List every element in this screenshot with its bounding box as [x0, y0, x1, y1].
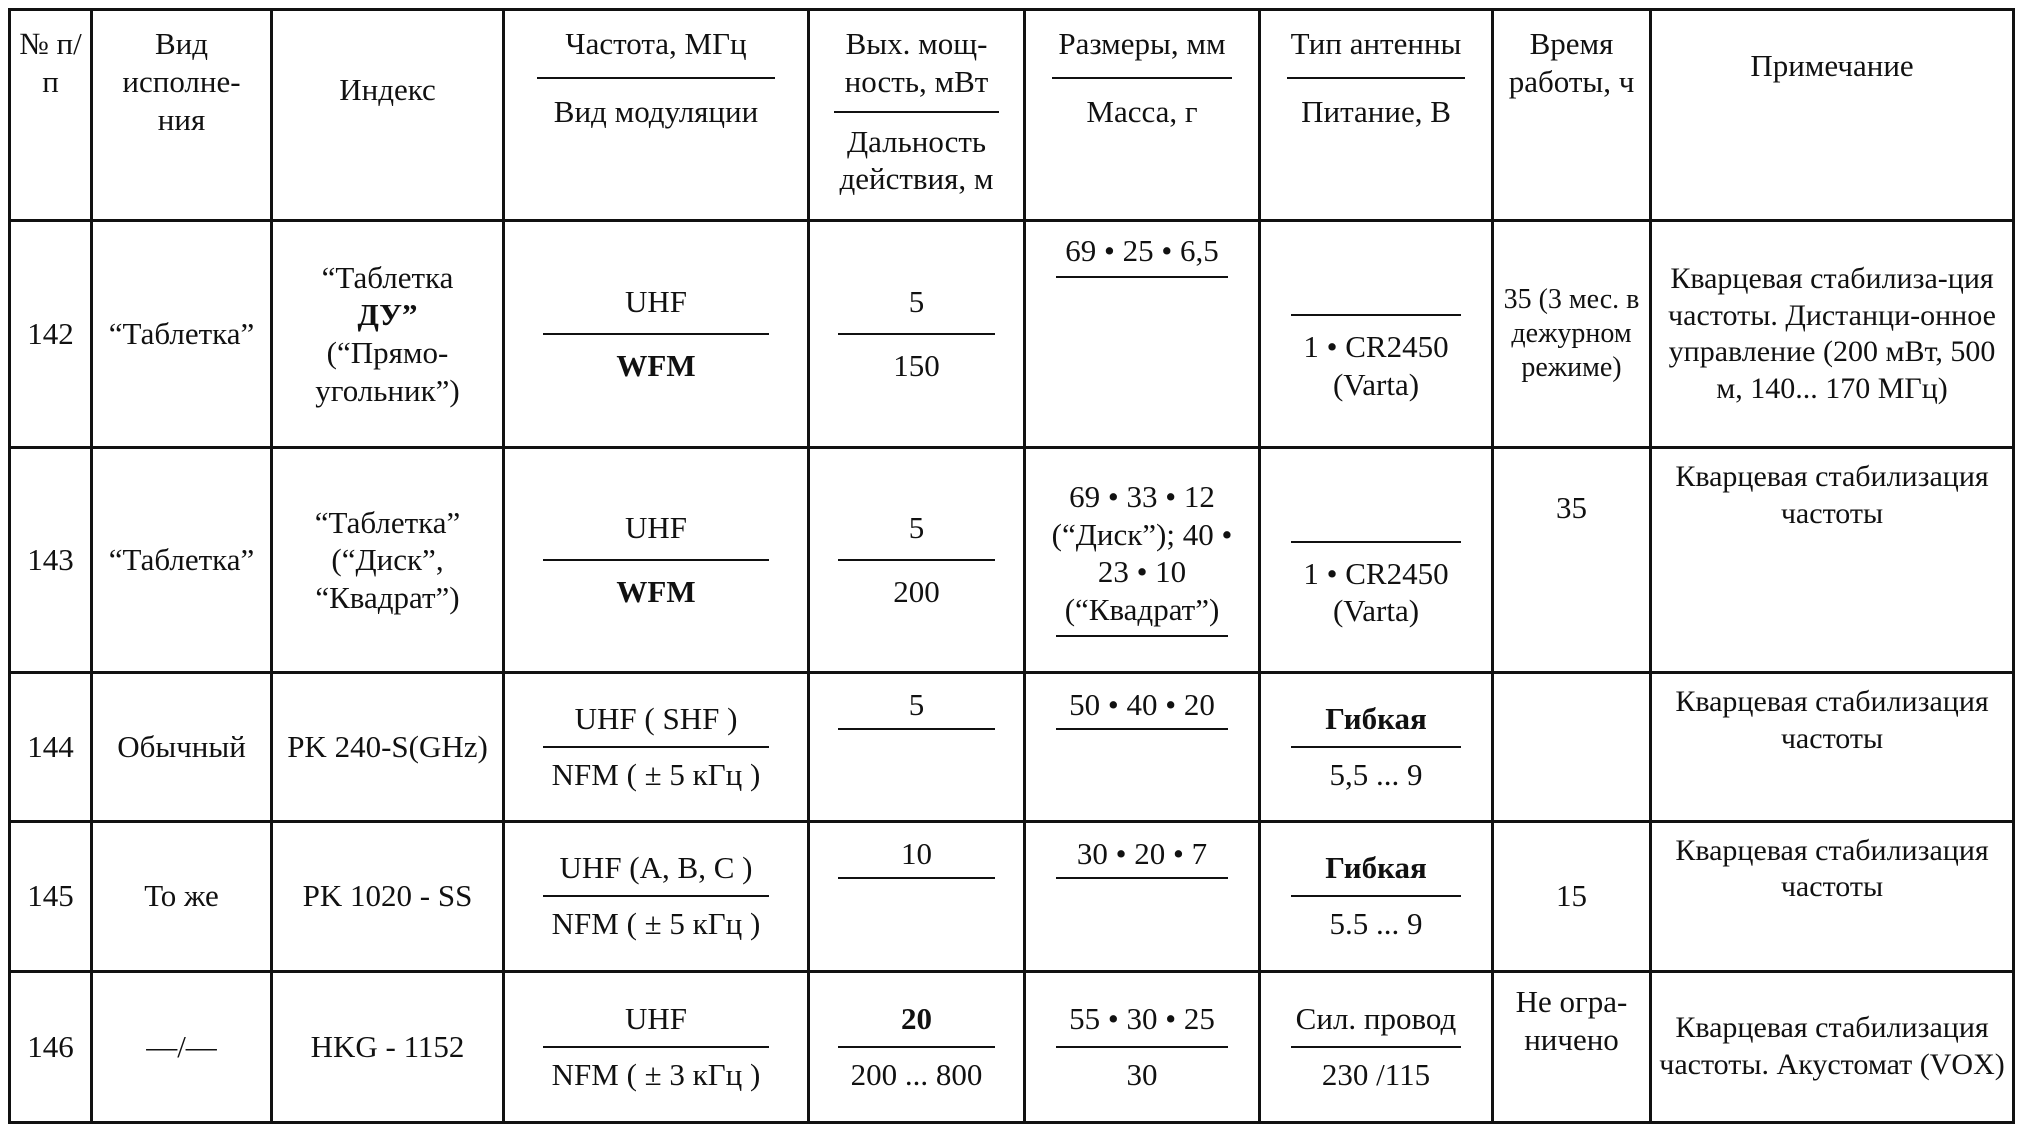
cell-size-divider — [1056, 276, 1228, 278]
cell-power-divider — [838, 559, 995, 561]
header-freq-bottom: Вид модуляции — [553, 94, 759, 129]
header-antenna-divider — [1287, 77, 1466, 79]
cell-antenna — [1260, 821, 1493, 971]
cell-time — [1493, 673, 1651, 821]
header-power-top: Вых. мощ-ность, мВт — [844, 26, 989, 99]
cell-size — [1025, 673, 1260, 821]
cell-freq — [504, 448, 809, 673]
header-index: Индекс — [272, 10, 504, 221]
cell-power-top: 10 — [901, 835, 932, 871]
header-size-divider — [1052, 77, 1232, 79]
cell-size-divider — [1056, 877, 1228, 879]
cell-num: 146 — [10, 971, 92, 1122]
header-kind: Вид исполне-ния — [92, 10, 272, 221]
header-num: № п/п — [10, 10, 92, 221]
cell-antenna-bottom: 1 • CR2450 (Varta) — [1303, 555, 1449, 629]
cell-antenna — [1260, 221, 1493, 448]
cell-freq-bottom: NFM ( ± 5 кГц ) — [551, 757, 761, 793]
cell-freq-top: UHF — [624, 510, 687, 546]
cell-size-divider — [1056, 635, 1228, 637]
table-row — [10, 448, 2014, 673]
cell-antenna-bottom: 230 /115 — [1321, 1056, 1431, 1092]
cell-size — [1025, 821, 1260, 971]
cell-power-top: 5 — [908, 687, 925, 723]
header-freq-divider — [537, 77, 775, 79]
cell-power-top: 5 — [908, 284, 925, 320]
transmitter-spec-table — [8, 8, 2015, 1124]
table-row — [10, 971, 2014, 1122]
cell-size-top: 30 • 20 • 7 — [1076, 835, 1208, 871]
cell-power-divider — [838, 877, 995, 879]
cell-freq-top: UHF — [624, 1000, 687, 1036]
cell-freq-bottom: NFM ( ± 3 кГц ) — [551, 1056, 761, 1092]
cell-num: 145 — [10, 821, 92, 971]
cell-freq — [504, 971, 809, 1122]
header-antenna-bottom: Питание, В — [1301, 94, 1451, 129]
cell-antenna-divider — [1291, 895, 1461, 897]
cell-note: Кварцевая стабилиза-ция частоты. Дистанци-онное управление (200 мВт, 500 м, 140... 170 МГц) — [1651, 221, 2014, 448]
header-note: Примечание — [1651, 10, 2014, 221]
cell-index: PK 1020 - SS — [272, 821, 504, 971]
cell-power — [809, 821, 1025, 971]
cell-kind: —/— — [92, 971, 272, 1122]
cell-power-divider — [838, 333, 995, 335]
cell-power — [809, 971, 1025, 1122]
cell-freq-bottom: NFM ( ± 5 кГц ) — [551, 906, 761, 942]
cell-antenna-bottom: 1 • CR2450 (Varta) — [1303, 329, 1449, 403]
cell-power-divider — [838, 728, 995, 730]
cell-freq-divider — [543, 1046, 769, 1048]
cell-antenna-top: Гибкая — [1325, 701, 1427, 737]
header-antenna-top: Тип антенны — [1290, 26, 1462, 61]
cell-note: Кварцевая стабилизация частоты — [1651, 448, 2014, 673]
cell-size-top: 69 • 33 • 12 (“Диск”); 40 • 23 • 10 (“Квадрат”) — [1051, 478, 1233, 628]
cell-power-top: 5 — [908, 510, 925, 546]
cell-power-divider — [838, 1046, 995, 1048]
cell-power — [809, 448, 1025, 673]
cell-time: 35 (3 мес. в дежурном режиме) — [1493, 221, 1651, 448]
cell-index-line1: “Таблетка” — [314, 504, 461, 540]
cell-index: HKG - 1152 — [272, 971, 504, 1122]
cell-index — [272, 221, 504, 448]
cell-index-line3: “Квадрат”) — [315, 580, 460, 616]
cell-antenna-divider — [1291, 746, 1461, 748]
cell-freq — [504, 821, 809, 971]
cell-freq-bottom: WFM — [616, 574, 696, 610]
cell-freq-top: UHF — [624, 284, 687, 320]
table-row — [10, 221, 2014, 448]
cell-size — [1025, 221, 1260, 448]
cell-kind: “Таблетка” — [92, 221, 272, 448]
cell-time: 15 — [1493, 821, 1651, 971]
cell-size-bottom: 30 — [1126, 1056, 1158, 1092]
cell-freq-bottom: WFM — [616, 348, 696, 384]
header-power-divider — [834, 111, 999, 113]
cell-freq-divider — [543, 559, 769, 561]
cell-power-bottom: 200 ... 800 — [850, 1056, 983, 1092]
cell-num: 144 — [10, 673, 92, 821]
cell-size-divider — [1056, 1046, 1228, 1048]
header-power-bottom: Дальность действия, м — [839, 123, 994, 197]
header-size-bottom: Масса, г — [1086, 94, 1198, 129]
cell-freq-top: UHF (A, B, C ) — [559, 850, 753, 886]
cell-antenna-divider — [1291, 1046, 1461, 1048]
header-freq-top: Частота, МГц — [565, 26, 747, 61]
cell-size — [1025, 971, 1260, 1122]
cell-antenna — [1260, 448, 1493, 673]
cell-antenna-bottom: 5,5 ... 9 — [1329, 757, 1423, 793]
cell-index-line1: “Таблетка — [321, 259, 454, 295]
cell-kind: То же — [92, 821, 272, 971]
cell-power-bottom: 200 — [893, 574, 940, 610]
cell-size — [1025, 448, 1260, 673]
cell-index-line3: (“Прямо-угольник”) — [315, 335, 460, 408]
cell-size-divider — [1056, 728, 1228, 730]
cell-antenna — [1260, 673, 1493, 821]
header-row — [10, 10, 2014, 221]
cell-index-line2: (“Диск”, — [331, 542, 444, 578]
cell-power — [809, 673, 1025, 821]
cell-power-top: 20 — [901, 1000, 932, 1036]
cell-freq-divider — [543, 746, 769, 748]
cell-kind: Обычный — [92, 673, 272, 821]
cell-freq — [504, 673, 809, 821]
cell-size-top: 55 • 30 • 25 — [1069, 1000, 1215, 1036]
header-time: Время работы, ч — [1493, 10, 1651, 221]
cell-time: 35 — [1493, 448, 1651, 673]
header-freq — [504, 10, 809, 221]
cell-antenna-bottom: 5.5 ... 9 — [1329, 906, 1423, 942]
cell-note: Кварцевая стабилизация частоты — [1651, 673, 2014, 821]
cell-time: Не огра-ничено — [1493, 971, 1651, 1122]
cell-power — [809, 221, 1025, 448]
cell-index-line2: ДУ” — [357, 297, 418, 333]
cell-freq-top: UHF ( SHF ) — [574, 701, 738, 737]
cell-note: Кварцевая стабилизация частоты — [1651, 821, 2014, 971]
cell-size-top: 69 • 25 • 6,5 — [1065, 233, 1219, 268]
cell-power-bottom: 150 — [893, 348, 940, 384]
cell-antenna-top: Сил. провод — [1295, 1000, 1457, 1036]
cell-antenna-divider — [1291, 541, 1461, 543]
header-power — [809, 10, 1025, 221]
header-size — [1025, 10, 1260, 221]
cell-num: 142 — [10, 221, 92, 448]
cell-index — [272, 448, 504, 673]
cell-num: 143 — [10, 448, 92, 673]
header-antenna — [1260, 10, 1493, 221]
cell-kind: “Таблетка” — [92, 448, 272, 673]
cell-freq — [504, 221, 809, 448]
table-row — [10, 821, 2014, 971]
table-row — [10, 673, 2014, 821]
cell-size-top: 50 • 40 • 20 — [1069, 687, 1215, 723]
header-size-top: Размеры, мм — [1058, 26, 1226, 61]
cell-antenna-top: Гибкая — [1325, 850, 1427, 886]
cell-note: Кварцевая стабилизация частоты. Акустомат (VOX) — [1651, 971, 2014, 1122]
cell-index: PK 240-S(GHz) — [272, 673, 504, 821]
cell-antenna-divider — [1291, 314, 1461, 316]
cell-antenna — [1260, 971, 1493, 1122]
cell-freq-divider — [543, 895, 769, 897]
cell-freq-divider — [543, 333, 769, 335]
